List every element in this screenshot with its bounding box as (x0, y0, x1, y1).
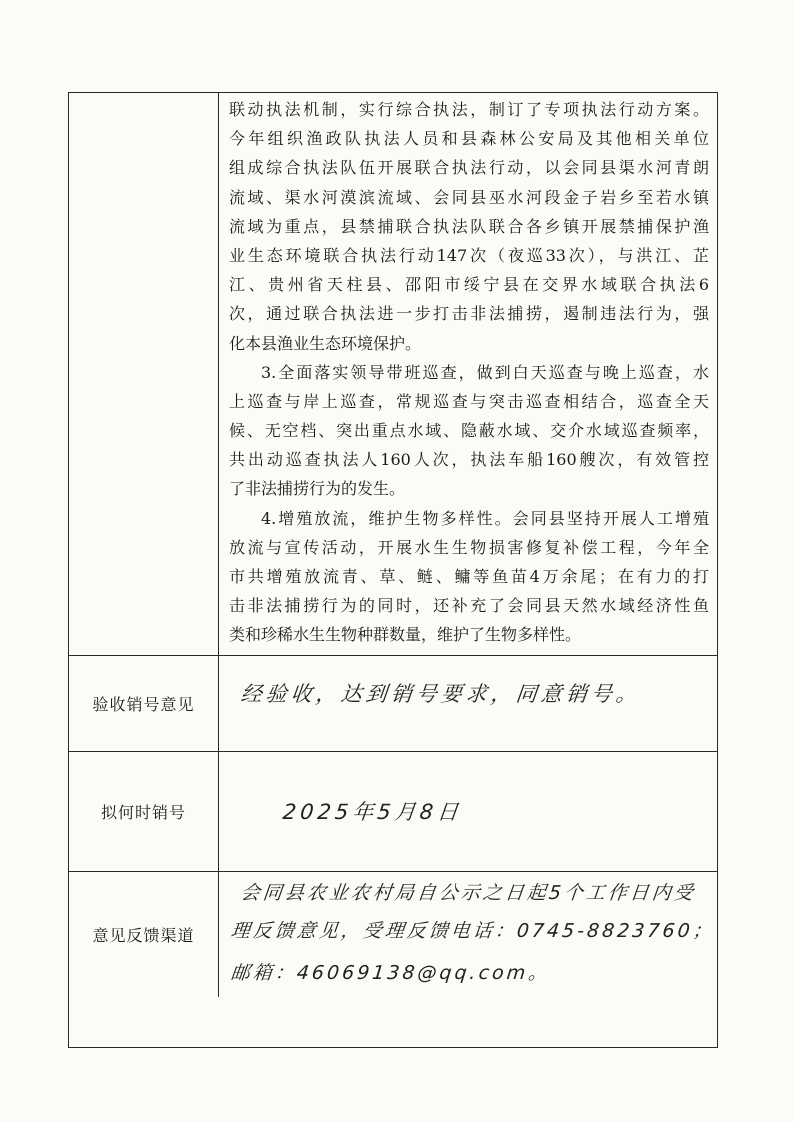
body-line: 候、无空档、突出重点水域、隐蔽水域、交介水域巡查频率， (229, 421, 709, 441)
feedback-content (219, 872, 717, 1049)
feedback-label: 意见反馈渠道 (69, 872, 219, 997)
time-row (69, 752, 717, 872)
feedback-handwritten-line: 邮箱：46069138@qq.com。 (229, 962, 552, 984)
feedback-row (69, 872, 717, 1049)
body-line: 4.增殖放流，维护生物多样性。会同县坚持开展人工增殖 (261, 508, 709, 528)
content-row (69, 93, 717, 656)
feedback-handwritten-line: 会同县农业农村局自公示之日起5个工作日内受 (239, 882, 698, 904)
body-line: 市共增殖放流青、草、鲢、鳙等鱼苗4万余尾；在有力的打 (229, 567, 709, 586)
time-handwritten: 2025年5月8日 (281, 800, 464, 824)
body-line: 联动执法机制，实行综合执法，制订了专项执法行动方案。 (229, 100, 709, 119)
acceptance-handwritten: 经验收，达到销号要求，同意销号。 (239, 682, 643, 706)
time-content (219, 752, 717, 871)
body-line: 组成综合执法队伍开展联合执法行动，以会同县渠水河青朗 (229, 158, 709, 178)
body-line: 3.全面落实领导带班巡查，做到白天巡查与晚上巡查，水 (261, 362, 709, 382)
body-line: 业生态环境联合执法行动147次（夜巡33次），与洪江、芷 (229, 245, 709, 265)
time-label: 拟何时销号 (69, 752, 219, 871)
form-table (68, 92, 718, 1048)
acceptance-label: 验收销号意见 (69, 656, 219, 751)
body-line: 次，通过联合执法进一步打击非法捕捞，遏制违法行为，强 (229, 304, 709, 324)
body-line: 共出动巡查执法人160人次，执法车船160艘次，有效管控 (229, 450, 709, 470)
body-line: 类和珍稀水生生物种群数量，维护了生物多样性。 (229, 625, 582, 645)
acceptance-content (219, 656, 717, 751)
body-line: 江、贵州省天柱县、邵阳市绥宁县在交界水域联合执法6 (229, 275, 709, 295)
body-text (219, 93, 717, 650)
body-line: 击非法捕捞行为的同时，还补充了会同县天然水域经济性鱼 (229, 596, 709, 616)
content-row-label-cell (69, 93, 219, 655)
acceptance-row (69, 656, 717, 752)
body-line: 流域为重点，县禁捕联合执法队联合各乡镇开展禁捕保护渔 (229, 216, 709, 236)
body-line: 上巡查与岸上巡查，常规巡查与突击巡查相结合，巡查全天 (229, 391, 709, 411)
content-row-body (219, 93, 717, 655)
body-line: 流域、渠水河漠滨流域、会同县巫水河段金子岩乡至若水镇 (229, 187, 709, 207)
body-line: 了非法捕捞行为的发生。 (229, 479, 406, 499)
feedback-handwritten-line: 理反馈意见，受理反馈电话：0745-8823760； (229, 920, 716, 942)
body-line: 放流与宣传活动，开展水生生物损害修复补偿工程，今年全 (229, 537, 709, 557)
body-line: 今年组织渔政队执法人员和县森林公安局及其他相关单位 (229, 129, 709, 149)
body-line: 化本县渔业生态环境保护。 (229, 333, 422, 353)
